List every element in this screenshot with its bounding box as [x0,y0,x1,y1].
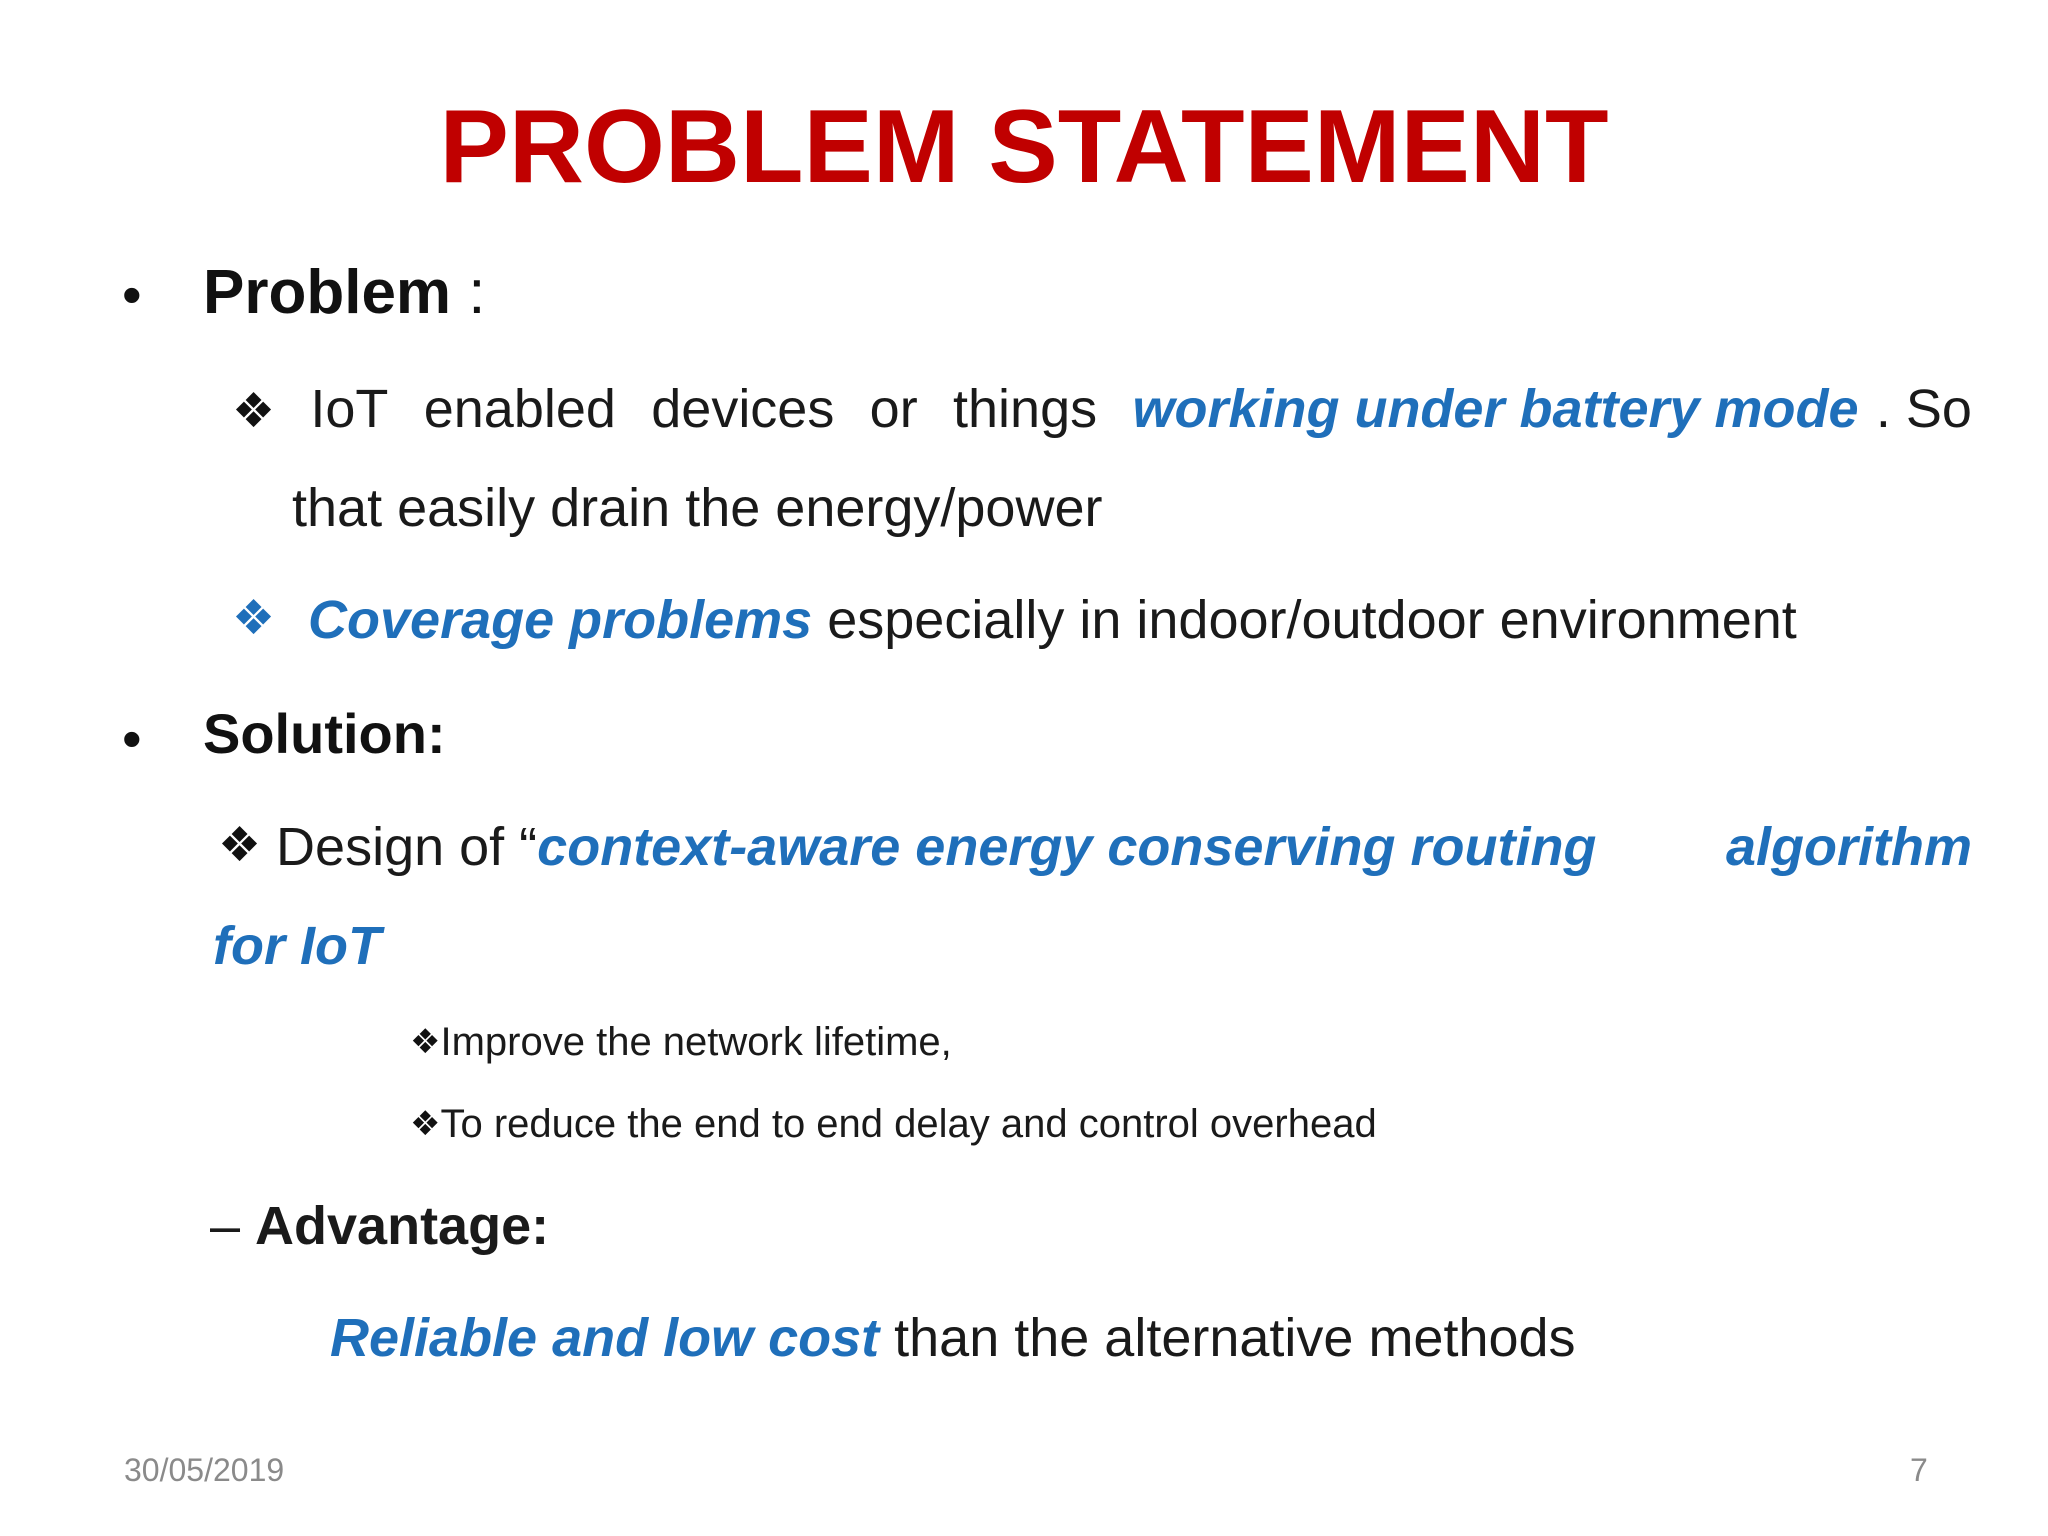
solution-sub-item-1 [410,1018,952,1066]
solution-sub-item-2-text: To reduce the end to end delay and control overhead [440,1102,1377,1146]
problem-item-2-text: especially in indoor/outdoor environment [812,590,1797,650]
solution-sub-item-1-text: Improve the network lifetime, [440,1020,952,1064]
bullet-dot-icon: • [122,263,142,326]
problem-item-1-line-1 [232,378,1972,440]
four-diamond-icon: ❖ [410,1105,441,1143]
advantage-heading [210,1194,549,1259]
problem-item-1-word: devices [651,379,835,439]
problem-item-1-word: things [953,379,1098,439]
footer-date: 30/05/2019 [124,1452,285,1488]
problem-item-1-line-2: that easily drain the energy/power [292,478,1103,538]
solution-item-1-highlight-a: context-aware energy conserving routing [537,817,1597,877]
slide-title: PROBLEM STATEMENT [439,89,1609,205]
problem-heading-colon: : [451,258,486,327]
problem-item-1-highlight: working under battery mode [1132,379,1859,439]
solution-heading [203,700,446,767]
advantage-dash: – [210,1196,256,1256]
problem-item-2 [232,588,1797,653]
solution-item-1-prefix-wrap [218,816,1596,878]
page-number: 7 [1910,1452,1928,1488]
solution-sub-item-2 [410,1100,1377,1148]
solution-item-1-prefix: Design of “ [276,817,538,877]
four-diamond-icon: ❖ [232,592,276,645]
solution-heading-label: Solution: [203,702,446,765]
solution-item-1-line-1 [218,816,1972,878]
problem-item-1-after: . So [1875,379,1972,439]
four-diamond-icon: ❖ [218,819,262,872]
bullet-dot-icon: • [122,707,142,770]
four-diamond-icon: ❖ [232,385,276,438]
problem-item-1-word: IoT [310,379,389,439]
advantage-rest: than the alternative methods [879,1308,1576,1368]
four-diamond-icon: ❖ [410,1023,441,1061]
advantage-heading-label: Advantage: [255,1196,550,1256]
problem-item-1-word: or [869,379,918,439]
problem-item-2-highlight: Coverage problems [308,590,813,650]
solution-item-1-highlight-b: algorithm [1725,817,1972,877]
problem-item-1-word: enabled [423,379,616,439]
advantage-highlight: Reliable and low cost [330,1308,880,1368]
problem-heading-label: Problem [203,258,452,327]
solution-item-1-line-2: for IoT [213,916,381,976]
advantage-text [330,1306,1576,1371]
problem-heading [203,256,486,330]
